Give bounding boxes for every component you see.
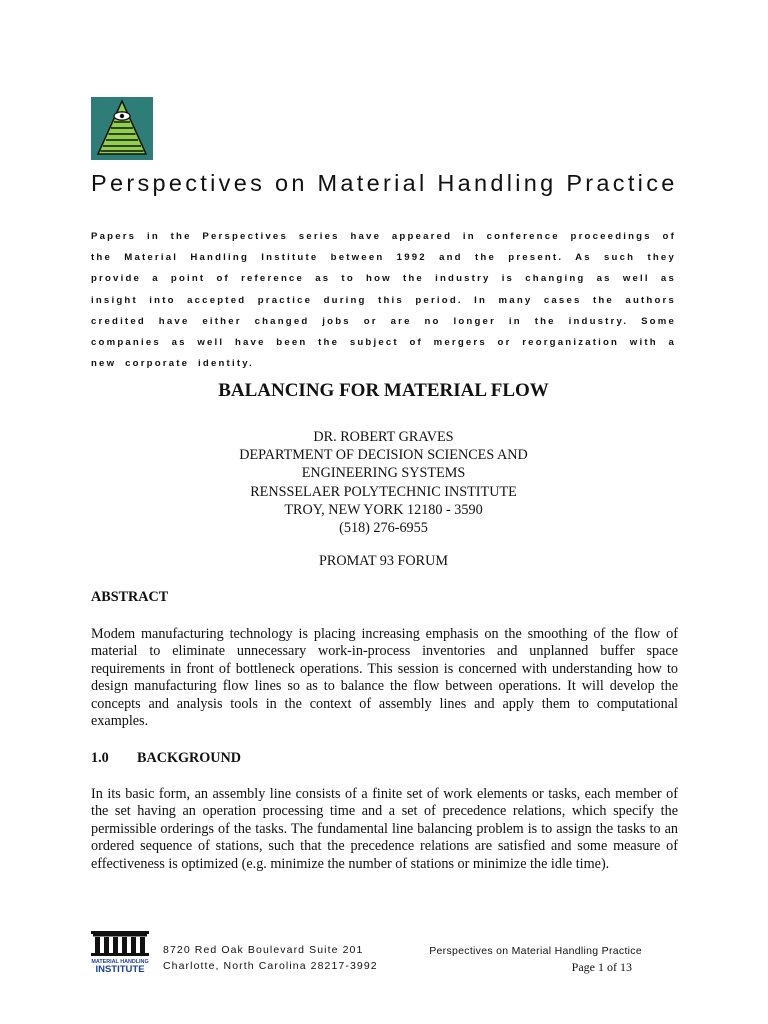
section-title: BACKGROUND [137,750,242,766]
author-name: DR. ROBERT GRAVES [313,429,454,445]
page-number: Page 1 of 13 [571,960,632,974]
author-block [91,428,676,537]
footer-series-title: Perspectives on Material Handling Practice [429,945,642,957]
forum-name: PROMAT 93 FORUM [318,553,449,569]
footer-address [163,943,378,974]
pyramid-eye-icon [91,97,153,160]
author-institute: RENSSELAER POLYTECHNIC INSTITUTE [250,483,517,500]
building-columns-icon [88,929,152,974]
footer-logo-line1: MATERIAL HANDLING [91,959,149,965]
paper-title: BALANCING FOR MATERIAL FLOW [218,380,549,401]
author-phone: (518) 276-6955 [339,520,428,537]
footer-logo-line2: INSTITUTE [95,964,145,974]
abstract-text: Modem manufacturing technology is placing increasing emphasis on the smoothing of the flow of material to eliminate unnecessary work-in-process inventories and unplanned buffer space requirements in front of bottleneck operations. This session is concerned with understanding how to design manufacturing flow lines so as to balance the flow between operations. It will develop the concepts and analysis tools in the context of assembly lines and apply them to computational examples. [91,626,678,730]
author-address: TROY, NEW YORK 12180 - 3590 [284,501,483,518]
series-title: Perspectives on Material Handling Practice [91,170,678,196]
background-text: In its basic form, an assembly line consists of a finite set of work elements or tasks, each member of the set having an operation processing time and a set of precedence relations, which specify the permissible orderings of the tasks. The fundamental line balancing problem is to assign the tasks to an ordered sequence of stations, such that the precedence relations are satisfied and some measure of effectiveness is optimized (e.g. minimize the number of stations or minimize the idle time). [91,786,678,872]
series-intro-text: Papers in the Perspectives series have appeared in conference proceedings of the Material Handling Institute between 1992 and the present. As such they provide a point of reference as to how the industry is changing as well as insight into accepted practice during this period. In many cases the authors credited have either changed jobs or are no longer in the industry. Some companies as well have been the subject of mergers or reorganization with a new corporate identity. [91,231,676,370]
section-number: 1.0 [91,750,109,766]
address-line-1: 8720 Red Oak Boulevard Suite 201 [163,944,364,956]
author-department-cont: ENGINEERING SYSTEMS [301,465,466,482]
footer-page-info [420,943,642,975]
author-department: DEPARTMENT OF DECISION SCIENCES AND [239,447,528,464]
address-line-2: Charlotte, North Carolina 28217-3992 [163,959,378,972]
background-heading [91,750,241,767]
abstract-heading: ABSTRACT [91,589,169,605]
